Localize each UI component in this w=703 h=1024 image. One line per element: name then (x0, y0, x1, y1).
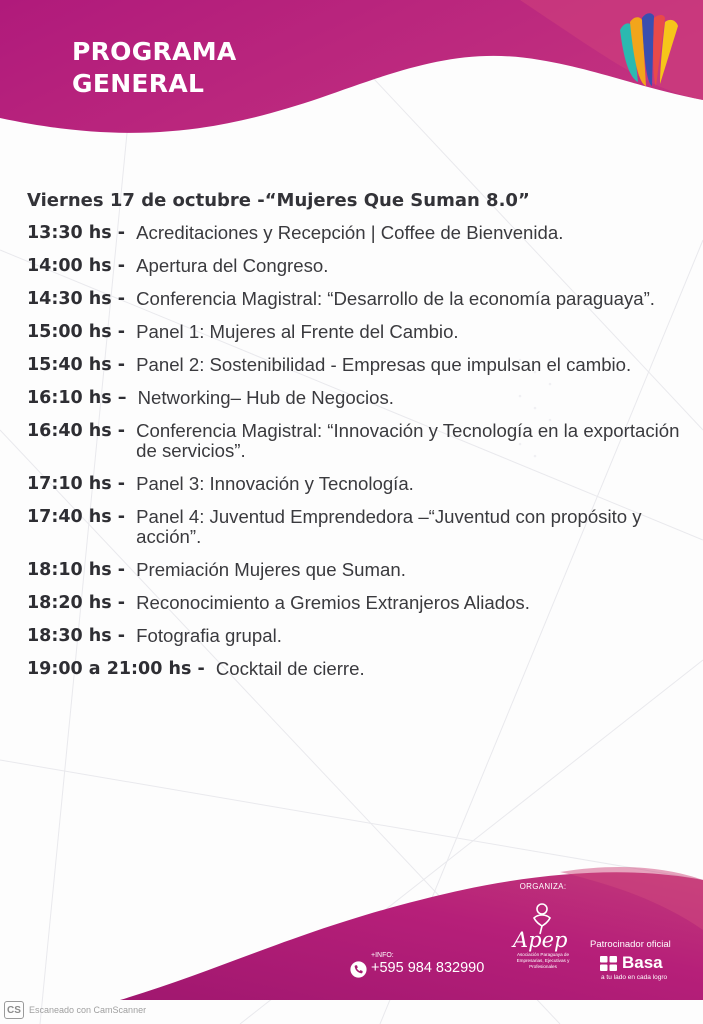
schedule-description: Networking– Hub de Negocios. (137, 387, 394, 408)
schedule-description: Premiación Mujeres que Suman. (136, 559, 406, 580)
schedule-description: Reconocimiento a Gremios Extranjeros Aliados. (136, 592, 530, 613)
colorful-stripes-logo-icon (618, 12, 682, 88)
camscanner-icon: CS (4, 1001, 24, 1019)
sponsor-label: Patrocinador oficial (590, 939, 671, 950)
schedule-time: 14:30 hs (27, 289, 112, 309)
schedule-item (27, 474, 687, 494)
scanner-text: Escaneado con CamScanner (29, 1005, 147, 1015)
schedule-separator: - (111, 507, 132, 527)
scanner-watermark (4, 1000, 146, 1020)
schedule-separator: - (111, 355, 132, 375)
schedule-time: 16:10 hs (27, 388, 112, 408)
schedule-item (27, 322, 687, 342)
schedule-item (27, 355, 687, 375)
schedule-item (27, 593, 687, 613)
schedule-description: Apertura del Congreso. (136, 255, 329, 276)
schedule-time: 15:00 hs (27, 322, 112, 342)
schedule-time: 17:10 hs (27, 474, 112, 494)
schedule-time: 13:30 hs (27, 223, 112, 243)
schedule-item (27, 560, 687, 580)
schedule-separator: - (191, 659, 211, 679)
schedule-time: 15:40 hs (27, 355, 112, 375)
event-title: Viernes 17 de octubre -“Mujeres Que Suman 8.0” (27, 190, 530, 211)
schedule-description: Fotografia grupal. (136, 625, 282, 646)
schedule-separator: – (111, 388, 133, 408)
title-line-2: GENERAL (72, 69, 205, 98)
phone-icon (350, 961, 367, 978)
schedule-separator: - (111, 289, 132, 309)
schedule-separator: - (111, 474, 132, 494)
title-line-1: PROGRAMA (72, 37, 237, 66)
schedule-description: Acreditaciones y Recepción | Coffee de Bienvenida. (136, 222, 564, 243)
schedule-separator: - (111, 256, 132, 276)
schedule-description: Conferencia Magistral: “Innovación y Tecnología en la exportación de servicios”. (136, 420, 680, 461)
apep-name: Apep (513, 928, 568, 952)
schedule-separator: - (111, 626, 132, 646)
schedule-time: 16:40 hs (27, 421, 112, 441)
schedule-description: Cocktail de cierre. (215, 658, 365, 679)
schedule-time: 17:40 hs (27, 507, 112, 527)
schedule-separator: - (111, 593, 132, 613)
schedule-description: Panel 4: Juventud Emprendedora –“Juventud con propósito y acción”. (136, 506, 642, 547)
schedule-item (27, 507, 687, 547)
sponsor-tagline: a tu lado en cada logro (601, 974, 668, 981)
schedule-item (27, 388, 687, 408)
schedule-description: Panel 1: Mujeres al Frente del Cambio. (136, 321, 459, 342)
schedule-item (27, 626, 687, 646)
schedule-separator: - (111, 421, 132, 441)
apep-full-name: Asociación Paraguaya de Empresarias, Ejecutivas y Profesionales (516, 952, 570, 969)
organizer-label: ORGANIZA: (519, 882, 567, 891)
schedule-item (27, 223, 687, 243)
program-list (27, 188, 687, 692)
schedule-time: 18:30 hs (27, 626, 112, 646)
schedule-item (27, 421, 687, 461)
schedule-description: Panel 2: Sostenibilidad - Empresas que impulsan el cambio. (136, 354, 632, 375)
schedule-time: 19:00 a 21:00 hs (27, 659, 192, 679)
schedule-time: 18:20 hs (27, 593, 112, 613)
schedule-separator: - (111, 322, 132, 342)
schedule-item (27, 256, 687, 276)
schedule-time: 18:10 hs (27, 560, 112, 580)
info-label: +INFO: (371, 952, 394, 959)
schedule-item (27, 659, 687, 679)
page-title (72, 36, 237, 100)
phone-number: +595 984 832990 (371, 960, 485, 976)
schedule-description: Panel 3: Innovación y Tecnología. (136, 473, 414, 494)
schedule-time: 14:00 hs (27, 256, 112, 276)
schedule-description: Conferencia Magistral: “Desarrollo de la economía paraguaya”. (136, 288, 655, 309)
schedule-item (27, 289, 687, 309)
basa-squares-icon (600, 956, 617, 971)
schedule-separator: - (111, 223, 132, 243)
schedule-separator: - (111, 560, 132, 580)
sponsor-name: Basa (622, 953, 663, 972)
